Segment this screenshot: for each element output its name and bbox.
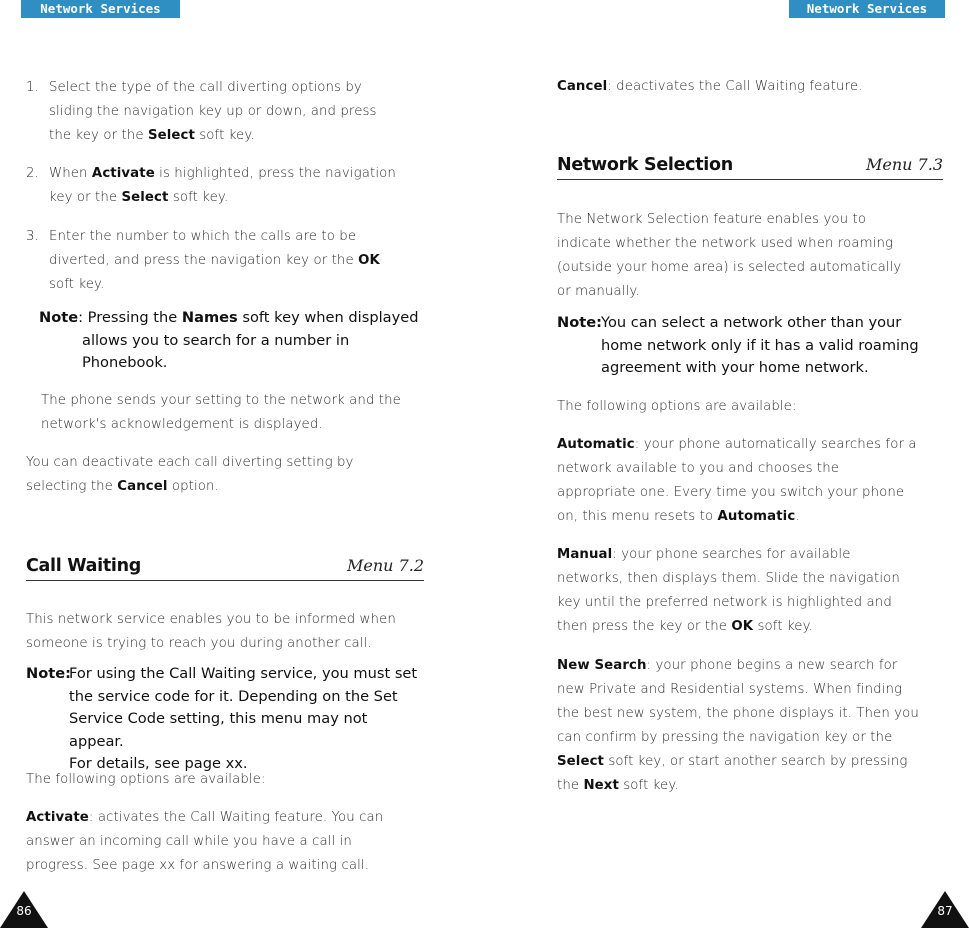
step-2: 2. When Activate is highlighted, press the navigation key or the Select soft key. <box>26 166 396 205</box>
step-1: 1. Select the type of the call diverting options by sliding the navigation key up or down, and press the key or the Select soft key. <box>26 80 377 143</box>
option-activate: Activate: activates the Call Waiting feature. You can answer an incoming call while you have a call in progress. See page xx for answering a waiting call. <box>26 810 384 873</box>
network-selection-intro: The Network Selection feature enables you to indicate whether the network used when roaming (outside your home area) is selected automatically or manually. <box>557 212 902 299</box>
header-tab-right: Network Services <box>789 0 945 18</box>
header-tab-left: Network Services <box>21 0 180 18</box>
option-cancel: Cancel: deactivates the Call Waiting feature. <box>557 79 863 94</box>
option-automatic: Automatic: your phone automatically searches for a network available to you and chooses the appropriate one. Every time you switch your phone on, this menu resets to Automatic. <box>557 437 917 524</box>
options-intro: The following options are available: <box>26 772 266 787</box>
option-manual: Manual: your phone searches for available networks, then displays them. Slide the navigation key until the preferred network is highlighted and then press the key or the OK soft key. <box>557 547 900 634</box>
options-intro: The following options are available: <box>557 399 797 414</box>
menu-number: Menu 7.2 <box>347 556 424 575</box>
call-waiting-intro: This network service enables you to be informed when someone is trying to reach you during another call. <box>26 612 396 651</box>
note-roaming: Note: You can select a network other than your home network only if it has a valid roaming agreement with your home network. <box>557 314 919 376</box>
menu-number: Menu 7.3 <box>866 155 943 174</box>
note-names: Note: Pressing the Names soft key when displayed allows you to search for a number in Phonebook. <box>39 309 419 371</box>
section-title: Call Waiting <box>26 556 141 576</box>
section-title: Network Selection <box>557 155 733 175</box>
page-number-right: 87 <box>937 904 953 918</box>
section-heading-network-selection <box>557 155 943 180</box>
note-service-code: Note: For using the Call Waiting service, you must set the service code for it. Depending on the Set Service Code setting, this menu may not appear. For details, see page xx. <box>26 665 418 772</box>
section-heading-call-waiting <box>26 556 424 581</box>
option-new-search: New Search: your phone begins a new search for new Private and Residential systems. When finding the best new system, the phone displays it. Then you can confirm by pressing the navigation key or the Select soft key, or start another search by pressing the Next soft key. <box>557 658 919 793</box>
settings-paragraph: The phone sends your setting to the network and the network's acknowledgement is displayed. <box>41 393 401 432</box>
page-number-left: 86 <box>16 904 32 918</box>
deactivate-paragraph: You can deactivate each call diverting setting by selecting the Cancel option. <box>26 455 354 494</box>
step-3: 3. Enter the number to which the calls are to be diverted, and press the navigation key or the OK soft key. <box>26 229 380 292</box>
